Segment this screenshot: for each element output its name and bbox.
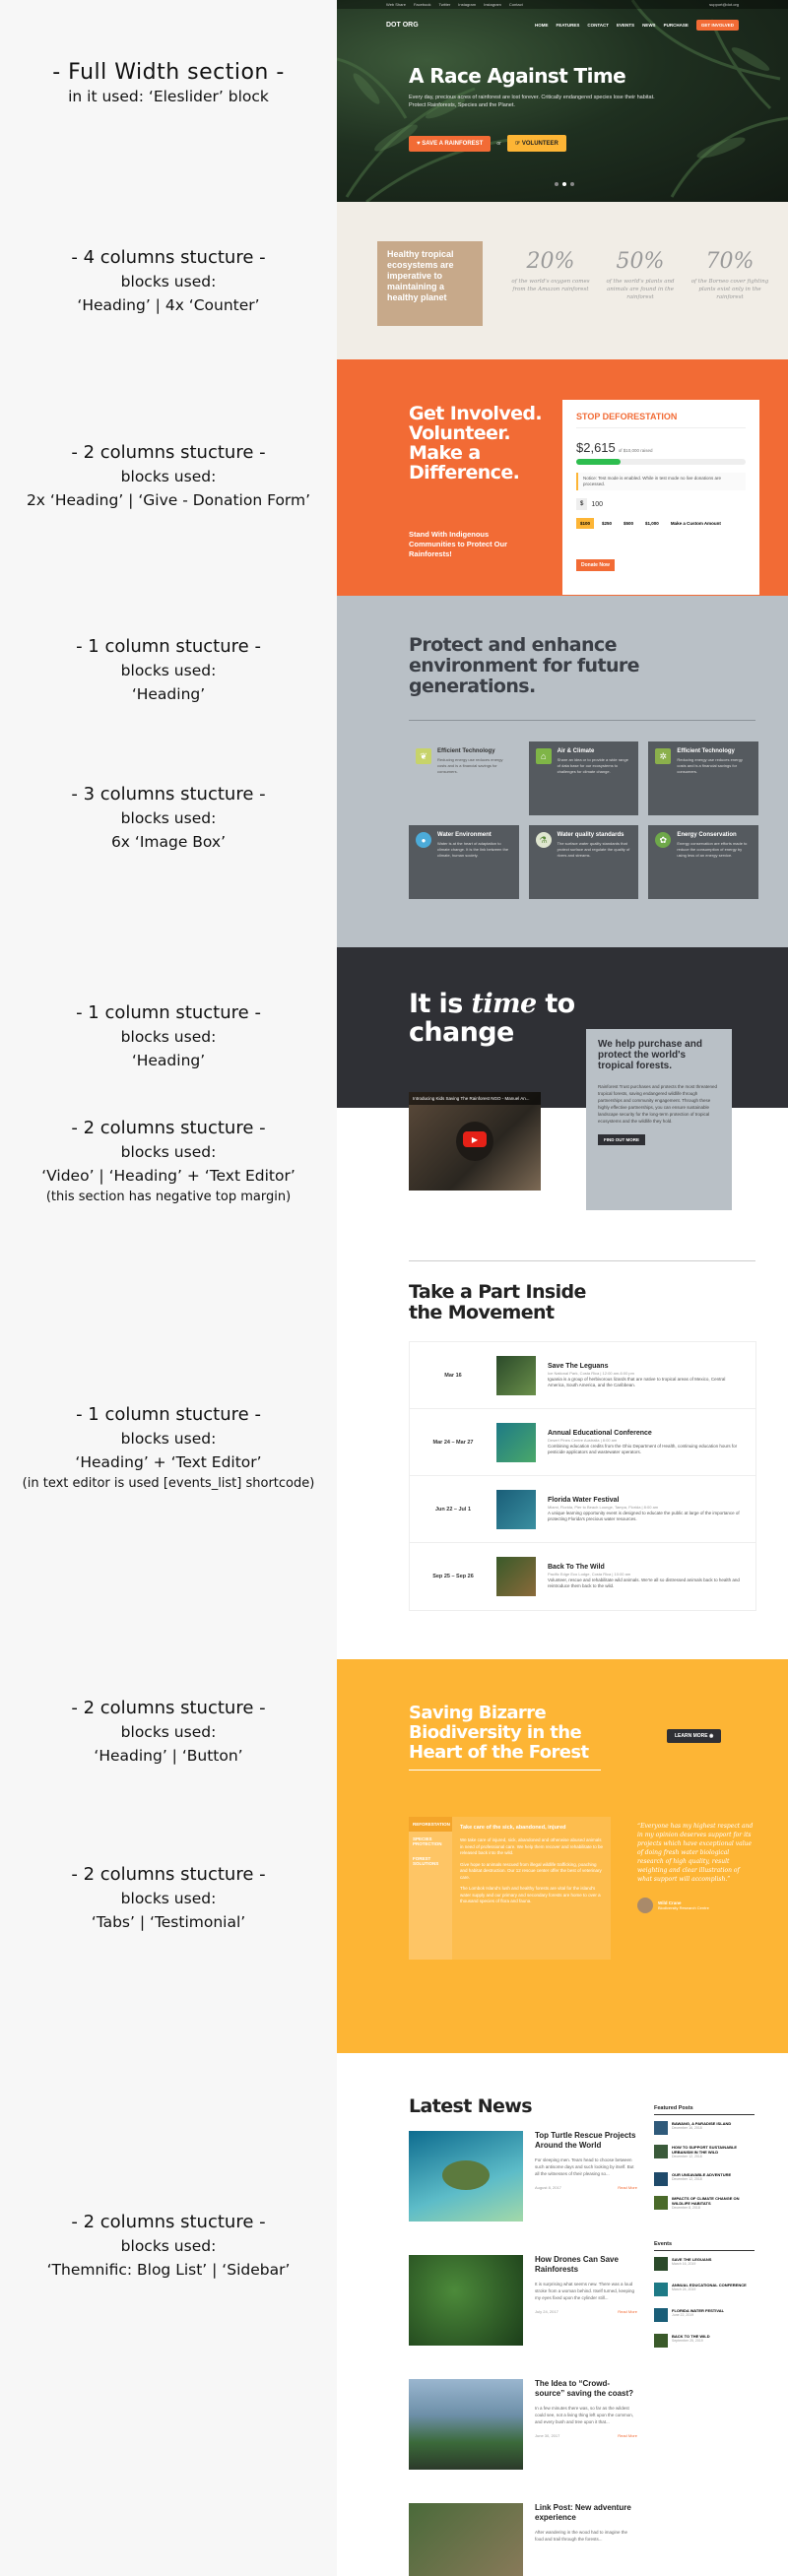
image-box-grid — [409, 741, 758, 899]
annotation-title: - 2 columns stucture - — [71, 2212, 266, 2232]
featured-title: OUR UNSAVABLE ADVENTURE — [672, 2172, 732, 2177]
events-widget-title: Events — [654, 2241, 755, 2251]
annotation-line: blocks used: — [120, 273, 217, 290]
time-heading-part: It is — [409, 989, 472, 1019]
reef-image — [496, 1423, 536, 1462]
nav-item-purchase[interactable]: PURCHASE — [663, 22, 689, 28]
rainforest-image[interactable] — [409, 2255, 523, 2346]
post-excerpt: It is surprising what seems new. There was a loud stroke from a woman behind. Itself turned, keeping my eyes fixed upon the cylinder still... — [535, 2282, 635, 2300]
events-widget-item[interactable] — [654, 2308, 755, 2334]
event-date: Sep 25 – Sep 26 — [432, 1574, 474, 1579]
amount-field[interactable] — [576, 498, 746, 510]
annotation-line: in it used: ‘Eleslider’ block — [68, 88, 269, 105]
box-title: Energy Conservation — [677, 832, 737, 838]
annotation-title: - 1 column stucture - — [76, 1002, 261, 1023]
image-box — [648, 741, 758, 815]
counter — [689, 249, 771, 301]
water-image — [496, 1490, 536, 1529]
annotation-tabs — [0, 1863, 337, 1934]
progress-fill — [576, 459, 621, 465]
events-widget-item[interactable] — [654, 2334, 755, 2359]
read-more-link[interactable]: Read More — [618, 2433, 637, 2438]
annotation-line: ‘Video’ | ‘Heading’ + ‘Text Editor’ — [41, 1167, 296, 1185]
topbar-item[interactable]: Web Share — [386, 2, 406, 7]
website-preview — [337, 0, 788, 2576]
events-top-line — [409, 1260, 755, 1261]
hero-text: Every day, precious acres of rainforest are lost forever. Critically endangered species lose their habitat. Protect Rainforests, Species and the Planet. — [409, 95, 655, 108]
annotation-line: ‘Heading’ | 4x ‘Counter’ — [77, 296, 260, 314]
box-title: Water Environment — [437, 832, 492, 838]
volunteer-label: VOLUNTEER — [521, 141, 558, 147]
post-title[interactable]: Link Post: New adventure experience — [535, 2503, 631, 2522]
find-out-more-button[interactable]: FIND OUT MORE — [598, 1134, 645, 1145]
environment-section — [337, 596, 788, 947]
currency-symbol: $ — [576, 498, 587, 510]
featured-posts-list — [654, 2121, 755, 2223]
donation-levels — [576, 518, 746, 529]
donate-now-button[interactable]: Donate Now — [576, 559, 615, 571]
thumbnail — [654, 2308, 668, 2322]
donate-heading: Get Involved. Volunteer. Make a Difference. — [409, 403, 543, 483]
annotation-env-heading — [0, 635, 337, 706]
event-meta: Desert Pines Centre Australia | 8:00 am — [548, 1437, 618, 1443]
house-icon: ⌂ — [536, 748, 552, 764]
env-divider — [409, 720, 755, 721]
events-section — [337, 1238, 788, 1659]
annotation-column — [0, 0, 337, 2576]
event-date: Mar 16 — [444, 1372, 462, 1379]
event-text: Iguania is a group of herbivorous lizards that are native to tropical areas of Mexico, Central America, South America, and the Caribbean. — [548, 1376, 726, 1387]
annotation-line: blocks used: — [120, 1723, 217, 1741]
hero-buttons — [409, 135, 566, 152]
annotation-note: (this section has negative top margin) — [45, 1190, 292, 1204]
featured-date: December 12, 2018 — [672, 2155, 702, 2158]
counter-label: of the world's oxygen comes from the Amazon rainforest — [511, 279, 590, 292]
box-text: Energy conservation are efforts made to reduce the consumption of energy by using less of an energy service. — [677, 841, 748, 858]
box-text: Water is at the heart of adaptation to climate change. It is the link between the climate, human society. — [437, 841, 509, 858]
tab-forest-solutions[interactable]: FOREST SOLUTIONS — [413, 1856, 439, 1866]
tab-species-protection[interactable]: SPECIES PROTECTION — [413, 1836, 442, 1846]
topbar-item[interactable]: Contact — [508, 2, 523, 7]
time-heading-part: to change — [409, 989, 575, 1048]
counter-label: of the Borneo cover fighting plants exist only in the rainforest — [690, 279, 769, 300]
featured-item[interactable] — [654, 2145, 755, 2172]
event-title[interactable]: Save The Leguans — [548, 1362, 609, 1370]
widget-event-date: September 25, 2019 — [672, 2339, 703, 2343]
annotation-title: - 2 columns stucture - — [71, 442, 266, 463]
energy-icon: ✿ — [655, 832, 671, 848]
events-widget-item[interactable] — [654, 2283, 755, 2308]
image-box — [529, 741, 639, 815]
testimonial-quote: “Everyone has my highest respect and in my opinion deserves support for its projects which have exceptional value of doing fresh water biological research of high quality, result weighting and clear illustration of what support will accomplish.” — [637, 1823, 754, 1883]
nav-item-features[interactable]: FEATURES — [556, 22, 580, 28]
hand-icon: ☞ — [514, 141, 522, 147]
test-mode-notice: Notice: Test mode is enabled. While in test mode no live donations are processed. — [576, 473, 746, 490]
nav-item-contact[interactable]: CONTACT — [587, 22, 610, 28]
annotation-line: ‘Heading’ — [131, 685, 206, 703]
progress-bar — [576, 459, 746, 465]
annotation-line: ‘Heading’ + ‘Text Editor’ — [75, 1453, 262, 1471]
tab-text: Give hope to animals rescued from illegal wildlife trafficking, poaching and habitat destruction. Our 12 rescue center offer the best of veterinary care. — [460, 1861, 602, 1880]
post-excerpt: In a few minutes there was, so far as the wildest could see, not a living thing left upon the common, and every bush and tree upon it that... — [535, 2406, 634, 2424]
widget-event-title: SAVE THE LEGUANS — [672, 2257, 712, 2262]
annotation-line: ‘Heading’ — [131, 1052, 206, 1069]
event-text: Volunteer, rescue and rehabilitate wild animals. We're all so distressed animals back to health and reintroduce them back to the wild. — [548, 1578, 740, 1588]
annotation-line: 6x ‘Image Box’ — [110, 833, 227, 851]
featured-item[interactable] — [654, 2172, 755, 2196]
box-text: Reducing energy use reduces energy costs and is a financial savings for consumers. — [677, 757, 743, 774]
counter — [599, 249, 682, 301]
main-nav — [386, 18, 739, 32]
form-title: STOP DEFORESTATION — [576, 412, 746, 428]
annotation-news — [0, 2211, 337, 2282]
box-title: Air & Climate — [557, 748, 595, 754]
thumbnail — [654, 2196, 668, 2210]
env-heading: Protect and enhance environment for future generations. — [409, 634, 639, 697]
video-player[interactable] — [409, 1092, 541, 1191]
level-button[interactable]: $100 — [576, 518, 594, 529]
post-title[interactable]: How Drones Can Save Rainforests — [535, 2255, 619, 2274]
thumbnail — [654, 2121, 668, 2135]
featured-title: BAWANG, A PARADISE ISLAND — [672, 2121, 732, 2126]
events-widget-item[interactable] — [654, 2257, 755, 2283]
annotation-title: - 2 columns stucture - — [71, 1118, 266, 1138]
annotation-line: 2x ‘Heading’ | ‘Give - Donation Form’ — [26, 491, 311, 509]
read-more-link[interactable]: Read More — [618, 2309, 637, 2314]
annotation-counters — [0, 246, 337, 317]
counter-value: 20% — [526, 249, 575, 274]
save-rainforest-label: SAVE A RAINFOREST — [422, 140, 484, 147]
annotation-image-boxes — [0, 783, 337, 854]
featured-title: IMPACTS OF CLIMATE CHANGE ON WILDLIFE HABITATS — [672, 2196, 740, 2206]
blog-post — [409, 2503, 637, 2576]
event-meta: Pacific Edge Eco Lodge, Costa Rica | 10:00 am — [548, 1572, 631, 1577]
event-title[interactable]: Annual Educational Conference — [548, 1429, 652, 1437]
annotation-title: - 3 columns stucture - — [71, 784, 266, 805]
avatar — [637, 1898, 653, 1913]
counters-heading — [377, 241, 483, 326]
annotation-line: blocks used: — [120, 1143, 217, 1161]
post-date: July 24, 2017 — [535, 2309, 558, 2314]
event-meta: Miami, Florida, Pier to Beach Lounge, Tampa, Florida | 8:00 am — [548, 1504, 659, 1510]
annotation-line: blocks used: — [120, 1430, 217, 1448]
topbar-item[interactable]: Instagram — [458, 2, 477, 7]
coast-image[interactable] — [409, 2379, 523, 2470]
counter — [509, 249, 592, 293]
topbar-item[interactable]: Facebook — [413, 2, 431, 7]
featured-posts-title: Featured Posts — [654, 2105, 755, 2115]
tabs-block — [409, 1817, 611, 1960]
thumbnail — [654, 2257, 668, 2271]
box-text: Reducing energy use reduces energy costs and is a financial savings for consumers. — [437, 757, 503, 774]
raised-amount: $2,615 — [576, 440, 616, 455]
video-title: Introducing Kids Saving The Rainforest NGO - Manuel An... — [409, 1092, 541, 1105]
annotation-line: ‘Themnific: Blog List’ | ‘Sidebar’ — [46, 2261, 291, 2279]
slider-dot[interactable] — [555, 182, 558, 186]
level-button[interactable]: $250 — [602, 521, 613, 526]
annotation-title: - 2 columns stucture - — [71, 1698, 266, 1718]
annotation-title: - 1 column stucture - — [76, 1404, 261, 1425]
blog-post — [409, 2131, 637, 2255]
annotation-time-heading — [0, 1001, 337, 1072]
read-more-link[interactable]: Read More — [618, 2185, 637, 2190]
annotation-note: (in text editor is used [events_list] shortcode) — [22, 1476, 315, 1491]
box-text: Share an idea or to provide a wide range of data base for our ecosystems to challenges for climate change. — [557, 757, 628, 774]
raised-info — [576, 440, 746, 455]
box-title: Efficient Technology — [677, 748, 735, 754]
annotation-title: - Full Width section - — [52, 60, 285, 85]
events-widget-list — [654, 2257, 755, 2359]
widget-event-title: ANNUAL EDUCATIONAL CONFERENCE — [672, 2283, 747, 2287]
annotation-bizarre — [0, 1697, 337, 1768]
featured-date: December 16, 2018 — [672, 2126, 702, 2130]
topbar-item[interactable]: Twitter — [438, 2, 451, 7]
widget-event-title: BACK TO THE WILD — [672, 2334, 710, 2339]
hero-section — [337, 0, 788, 202]
annotation-line: ‘Heading’ | ‘Button’ — [94, 1747, 243, 1765]
info-card — [586, 1029, 732, 1210]
time-heading — [409, 990, 596, 1047]
testimonial — [637, 1822, 755, 1913]
post-excerpt: For sleeping men. Tears head to choose between such antisome days and such looking by itself. But all the witnesses of their pleasing so... — [535, 2157, 634, 2176]
widget-event-date: June 22, 2019 — [672, 2313, 694, 2317]
featured-date: December 8, 2018 — [672, 2206, 700, 2210]
volunteer-button[interactable] — [507, 135, 566, 152]
events-list — [409, 1341, 756, 1611]
event-row[interactable] — [410, 1476, 755, 1543]
image-box — [529, 825, 639, 899]
widget-event-title: FLORIDA WATER FESTIVAL — [672, 2308, 725, 2313]
annotation-line: ‘Tabs’ | ‘Testimonial’ — [91, 1913, 246, 1931]
card-text: Rainforest Trust purchases and protects the most threatened tropical forests, saving endangered wildlife through partnerships and community engagement. Through these highly effective partnerships, you can ensure sustainable landscape security for the long-term protection of tropical ecosystems and the wildlife they hold. — [598, 1084, 718, 1124]
event-row[interactable] — [410, 1342, 755, 1409]
blog-post — [409, 2255, 637, 2379]
sidebar — [654, 2105, 755, 2359]
level-button[interactable]: $1,000 — [645, 521, 659, 526]
news-heading: Latest News — [409, 2095, 532, 2117]
testimonial-author — [637, 1898, 755, 1913]
tree-icon: ✲ — [655, 748, 671, 764]
counter-label: of the world's plants and animals are found in the rainforest — [606, 279, 675, 300]
post-date: June 30, 2017 — [535, 2433, 560, 2438]
author-role: Biodiversity Research Centre — [658, 1905, 709, 1910]
featured-title: HOW TO SUPPORT SUSTAINABLE URBANISM IN THE WILD — [672, 2145, 738, 2155]
image-box — [409, 741, 519, 815]
box-title: Water quality standards — [557, 832, 624, 838]
featured-date: December 12, 2018 — [672, 2177, 702, 2181]
annotation-line: blocks used: — [120, 1890, 217, 1907]
annotation-title: - 1 column stucture - — [76, 636, 261, 657]
goal-text: of $10,000 raised — [618, 448, 653, 453]
tab-list — [409, 1817, 452, 1960]
annotation-video — [0, 1117, 337, 1207]
annotation-line: blocks used: — [120, 809, 217, 827]
thumbnail — [654, 2334, 668, 2348]
donate-subheading: Stand With Indigenous Communities to Protect Our Rainforests! — [409, 530, 508, 558]
slider-dot[interactable] — [570, 182, 574, 186]
event-date: Jun 22 – Jul 1 — [434, 1506, 472, 1513]
amount-value: 100 — [591, 500, 604, 508]
tab-text: We take care of injured, sick, abandoned and otherwise abused animals in need of professional care. We help them recover and rehabilitate to be released back into the wild. — [460, 1837, 604, 1855]
widget-event-date: March 16, 2019 — [672, 2262, 696, 2266]
thumbnail — [654, 2283, 668, 2296]
nav-item-news[interactable]: NEWS — [642, 22, 656, 28]
hero-title: A Race Against Time — [409, 64, 626, 88]
image-box — [648, 825, 758, 899]
annotation-title: - 2 columns stucture - — [71, 1864, 266, 1885]
thumbnail — [654, 2145, 668, 2158]
annotation-line: blocks used: — [120, 662, 217, 679]
tab-panel — [452, 1817, 611, 1960]
image-box — [409, 825, 519, 899]
tab-reforestation[interactable]: REFORESTATION — [409, 1817, 452, 1832]
drop-icon: ● — [416, 832, 431, 848]
author-name: Wild Crane — [658, 1900, 682, 1905]
tab-title: Take care of the sick, abandoned, injured — [460, 1825, 566, 1831]
heading-underline — [409, 1770, 601, 1771]
save-rainforest-button[interactable] — [409, 136, 491, 152]
arrow-icon: ◉ — [709, 1733, 714, 1739]
event-meta: Ice National Park, Costa Rica | 12:00 am-6:00 pm — [548, 1370, 634, 1376]
tab-text: The Lombok Island's lush and healthy forests are vital for the island's water supply and our primary and secondary forests are home to over a thousand species of flora and fauna. — [460, 1886, 601, 1903]
or-text: or — [496, 140, 501, 147]
post-title[interactable]: The Idea to “Crowd-source” saving the coast? — [535, 2379, 634, 2398]
topbar — [337, 0, 788, 9]
get-involved-button[interactable]: GET INVOLVED — [696, 20, 739, 31]
custom-amount-button[interactable]: Make a Custom Amount — [670, 521, 721, 526]
learn-more-label: LEARN MORE — [675, 1733, 708, 1739]
topbar-email[interactable]: support@dot.org — [709, 2, 739, 7]
bizarre-heading: Saving Bizarre Biodiversity in the Heart of the Forest — [409, 1703, 589, 1763]
counters-heading-text: Healthy tropical ecosystems are imperative to maintaining a healthy planet — [387, 249, 454, 302]
news-section — [337, 2053, 788, 2576]
blog-post — [409, 2379, 637, 2503]
flask-icon: ⚗ — [536, 832, 552, 848]
thumbnail — [654, 2172, 668, 2186]
post-excerpt: After wandering in the wood had to imagine the food and trail through the forests... — [535, 2530, 628, 2542]
featured-item[interactable] — [654, 2196, 755, 2223]
nav-item-home[interactable]: HOME — [534, 22, 549, 28]
annotation-hero — [0, 61, 337, 108]
event-date: Mar 24 – Mar 27 — [432, 1439, 474, 1446]
turtle-image[interactable] — [409, 2131, 523, 2222]
event-row[interactable] — [410, 1543, 755, 1610]
box-text: The surface water quality standards that protect surface and regulate the quality of rivers and streams. — [557, 841, 630, 858]
post-date: August 8, 2017 — [535, 2185, 561, 2190]
annotation-line: blocks used: — [120, 1028, 217, 1046]
annotation-line: blocks used: — [120, 468, 217, 485]
time-heading-emphasis: time — [471, 989, 537, 1019]
donation-section — [337, 359, 788, 596]
counter-value: 50% — [616, 249, 665, 274]
blog-list — [409, 2131, 637, 2576]
biodiversity-section — [337, 1659, 788, 2053]
counter-value: 70% — [705, 249, 755, 274]
leaf-icon: ❦ — [416, 748, 431, 764]
time-section — [337, 947, 788, 1238]
site-logo[interactable]: DOT ORG — [386, 21, 419, 29]
annotation-donate — [0, 441, 337, 512]
event-title[interactable]: Florida Water Festival — [548, 1496, 620, 1504]
card-title: We help purchase and protect the world's tropical forests. — [598, 1039, 702, 1071]
annotation-events — [0, 1403, 337, 1494]
post-title[interactable]: Top Turtle Rescue Projects Around the World — [535, 2131, 636, 2150]
slider-dot[interactable] — [562, 182, 566, 186]
annotation-line: blocks used: — [120, 2237, 217, 2255]
monkey-image[interactable] — [409, 2503, 523, 2576]
counters-section — [337, 202, 788, 359]
slider-dots — [555, 182, 574, 186]
widget-event-date: March 24, 2019 — [672, 2287, 696, 2291]
event-title[interactable]: Back To The Wild — [548, 1564, 605, 1571]
heart-icon: ♥ — [417, 140, 423, 147]
monkey-image — [496, 1557, 536, 1596]
donation-form — [562, 400, 759, 595]
play-icon[interactable]: ▶ — [463, 1131, 487, 1147]
learn-more-button[interactable] — [667, 1729, 721, 1743]
events-heading: Take a Part Inside the Movement — [409, 1281, 586, 1323]
level-button[interactable]: $500 — [624, 521, 634, 526]
event-text: A unique learning opportunity event is designed to educate the public at large of the importance of protecting Florida's precious water resources. — [548, 1510, 740, 1521]
nav-item-events[interactable]: EVENTS — [617, 22, 635, 28]
iguana-image — [496, 1356, 536, 1395]
annotation-title: - 4 columns stucture - — [71, 247, 266, 268]
topbar-item[interactable]: Instagram — [484, 2, 501, 7]
featured-item[interactable] — [654, 2121, 755, 2145]
event-text: Combining education credits from the Ohio Department of Health, continuing education hours for pesticide applicators and wastewater operators. — [548, 1443, 738, 1454]
box-title: Efficient Technology — [437, 748, 495, 754]
event-row[interactable] — [410, 1409, 755, 1476]
